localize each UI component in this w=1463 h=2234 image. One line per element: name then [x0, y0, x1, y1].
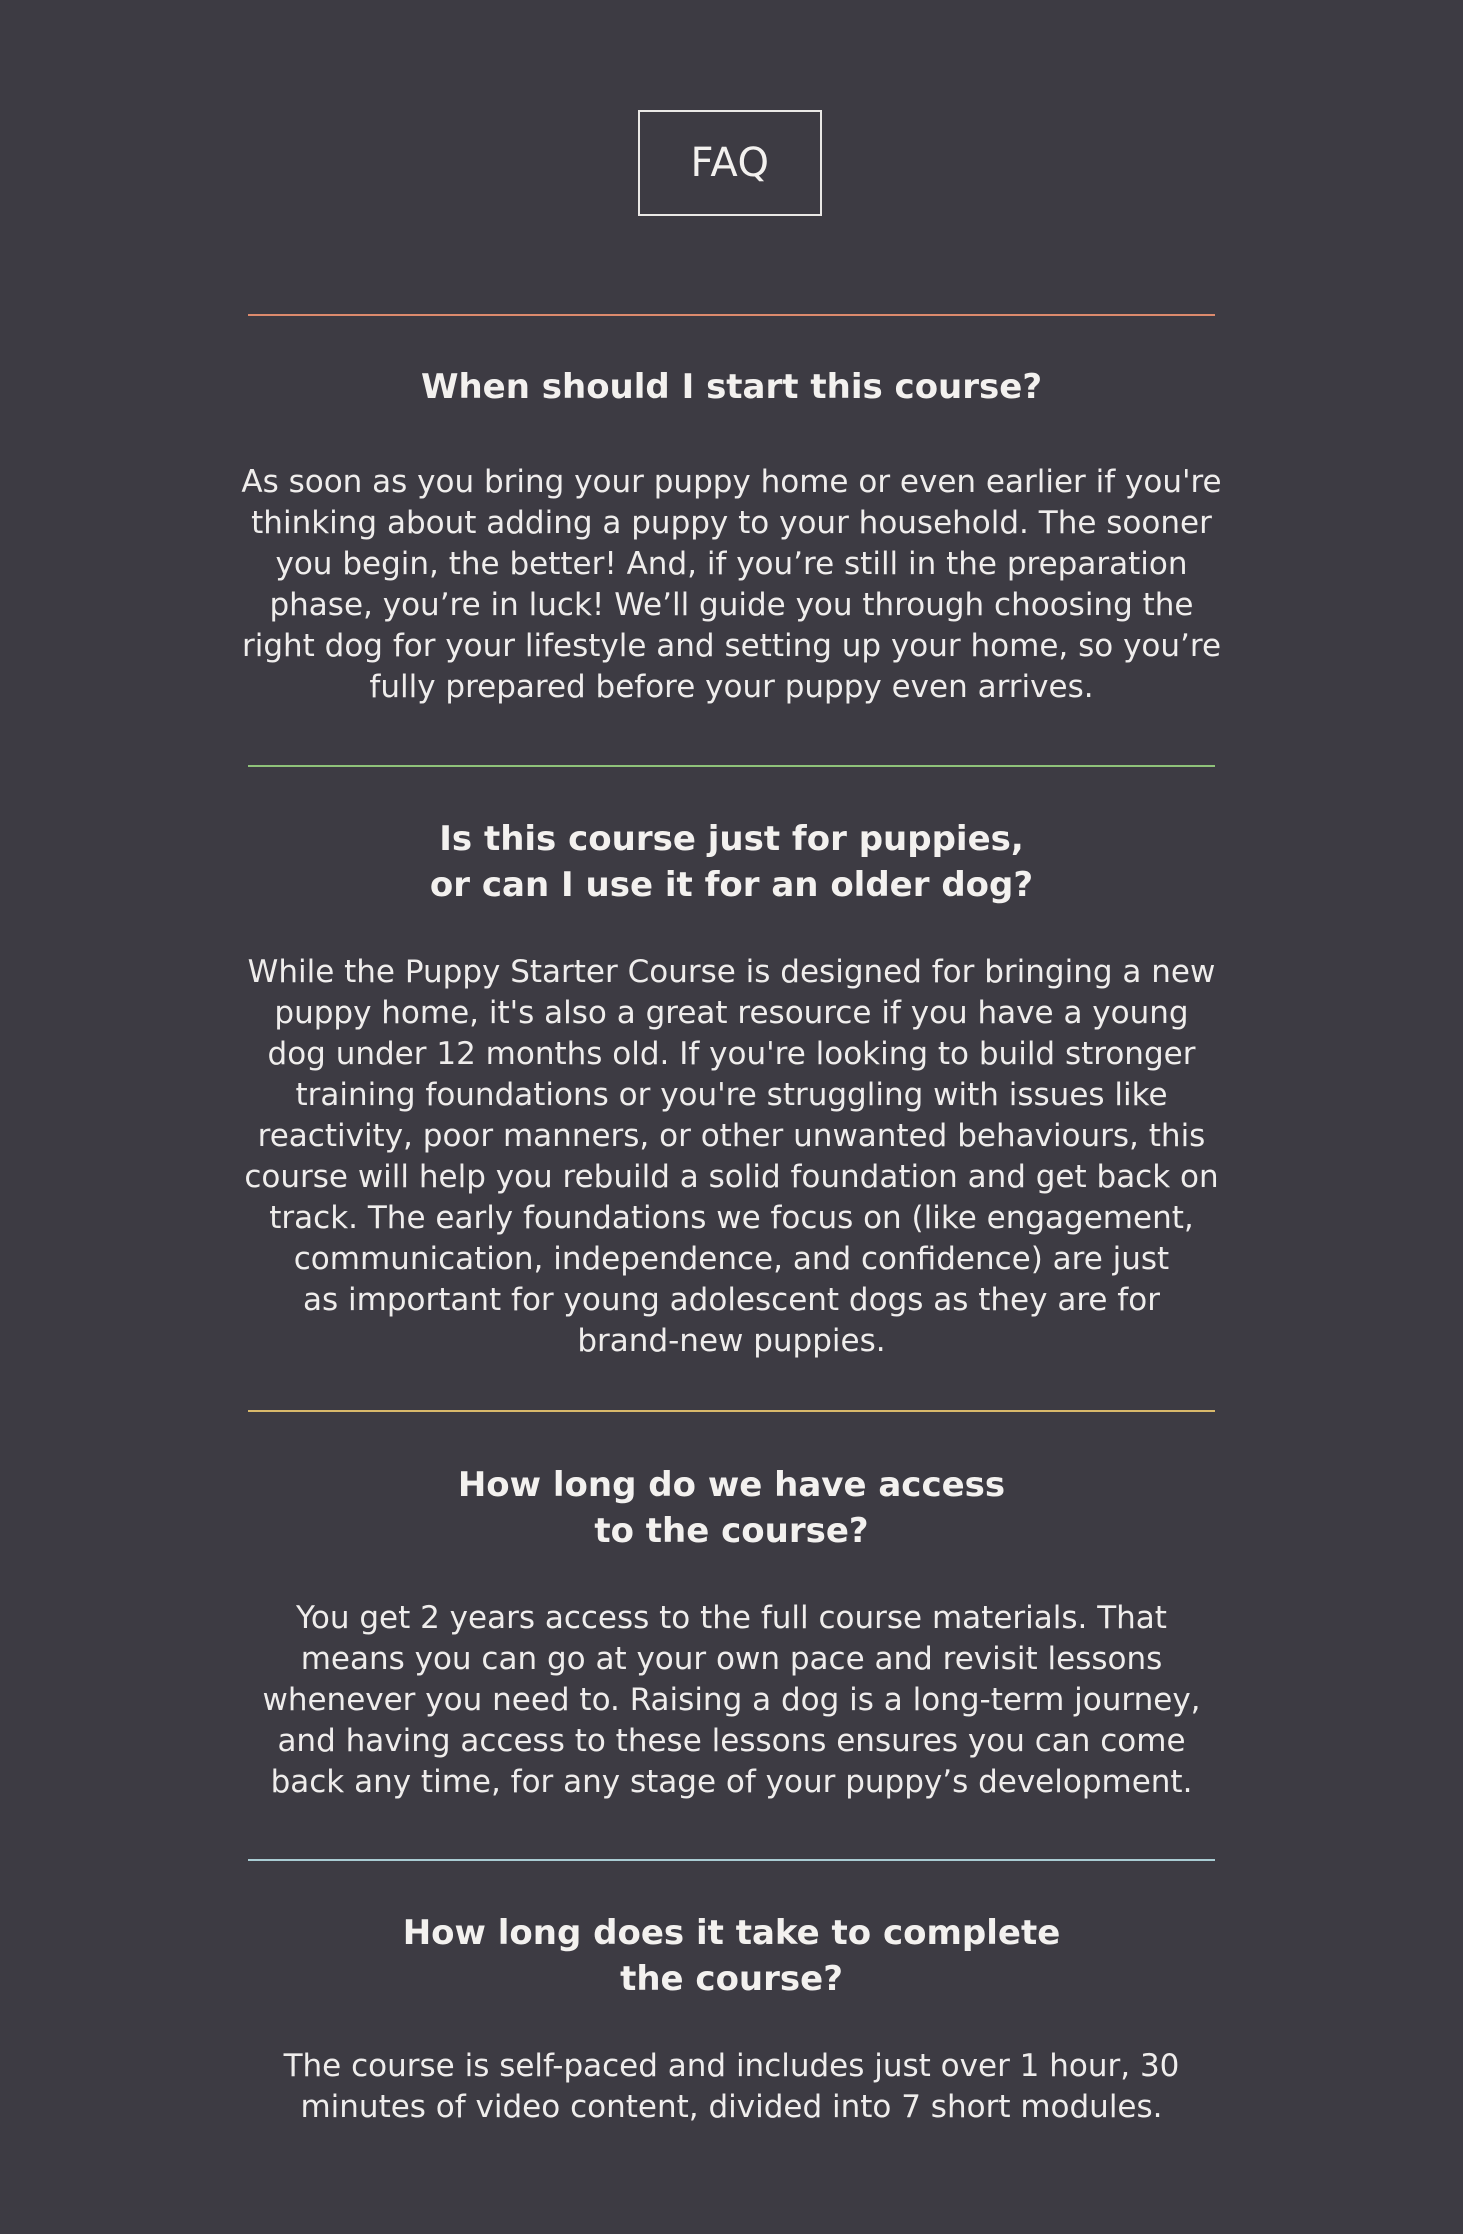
faq-answer-3: You get 2 years access to the full course materials. That means you can go at your own pace and revisit lessons whenever you need to. Raising a dog is a long-term journey, and having access to these lessons ensures you can come back any time, for any stage of your puppy’s development.: [262, 1600, 1201, 1800]
faq-question-1: When should I start this course?: [420, 367, 1043, 407]
faq-answer-4: The course is self-paced and includes just over 1 hour, 30 minutes of video content, divided into 7 short modules.: [283, 2048, 1180, 2125]
faq-question-4: How long does it take to complete the course?: [402, 1913, 1061, 1999]
faq-title: FAQ: [638, 110, 822, 216]
divider-2: [248, 765, 1215, 767]
faq-question-2: Is this course just for puppies, or can I use it for an older dog?: [429, 819, 1034, 905]
faq-answer-2: While the Puppy Starter Course is designed for bringing a new puppy home, it's also a great resource if you have a young dog under 12 months old. If you're looking to build stronger training foundations or you're struggling with issues like reactivity, poor manners, or other unwanted behaviours, this course will help you rebuild a solid foundation and get back on track. The early foundations we focus on (like engagement, communication, independence, and confidence) are just as important for young adolescent dogs as they are for brand-new puppies.: [244, 954, 1219, 1359]
divider-1: [248, 314, 1215, 316]
divider-4: [248, 1859, 1215, 1861]
divider-3: [248, 1410, 1215, 1412]
faq-question-3: How long do we have access to the course?: [457, 1465, 1006, 1551]
faq-answer-1: As soon as you bring your puppy home or even earlier if you're thinking about adding a puppy to your household. The sooner you begin, the better! And, if you’re still in the preparation phase, you’re in luck! We’ll guide you through choosing the right dog for your lifestyle and setting up your home, so you’re fully prepared before your puppy even arrives.: [241, 464, 1222, 705]
